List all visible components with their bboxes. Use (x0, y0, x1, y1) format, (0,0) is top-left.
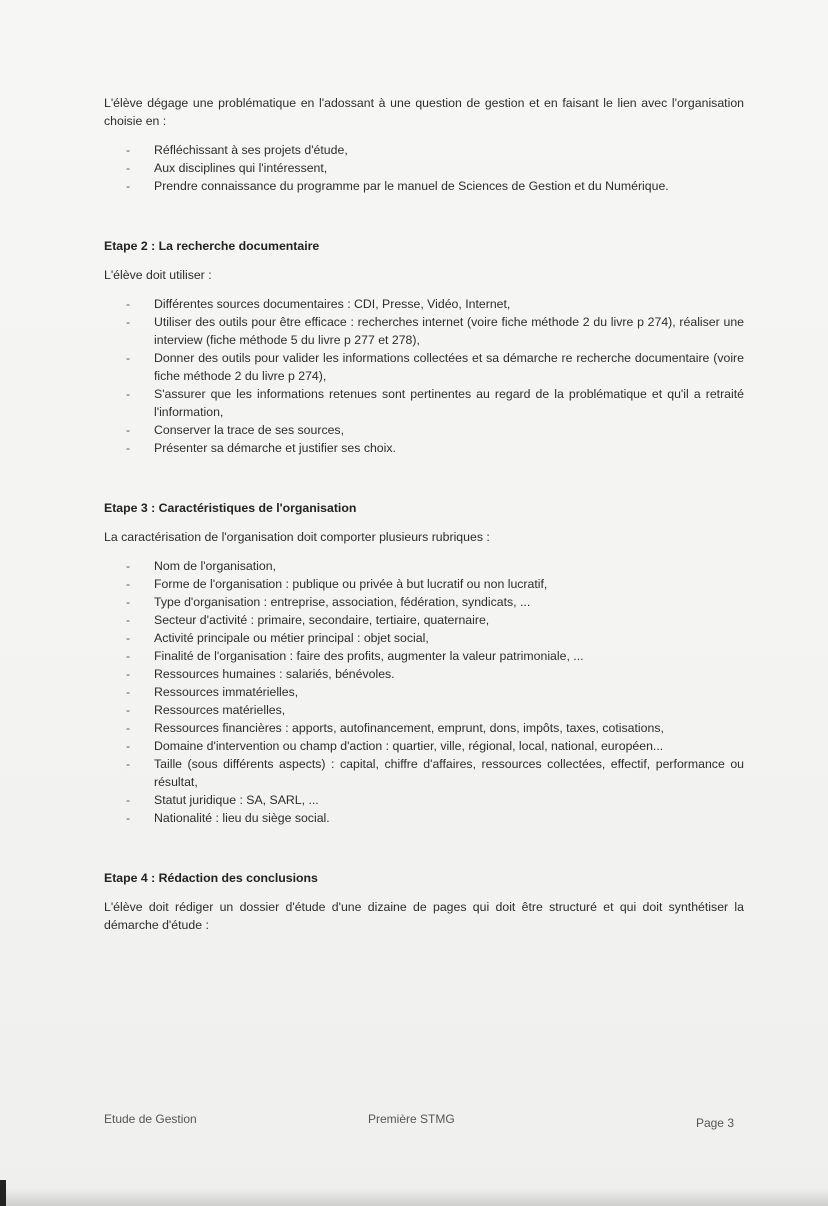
footer-class: Première STMG (368, 1112, 455, 1126)
footer-course: Etude de Gestion (104, 1112, 197, 1126)
list-item: - Ressources financières : apports, autofinancement, emprunt, dons, impôts, taxes, cotisations, (154, 719, 744, 737)
list-item: - Finalité de l'organisation : faire des profits, augmenter la valeur patrimoniale, ... (154, 647, 744, 665)
scan-shadow (0, 1188, 828, 1206)
list-item: - Activité principale ou métier principal : objet social, (154, 629, 744, 647)
list-item: - Ressources immatérielles, (154, 683, 744, 701)
list-item: - Aux disciplines qui l'intéressent, (154, 159, 744, 177)
list-item: - Présenter sa démarche et justifier ses choix. (154, 439, 744, 457)
intro-paragraph: L'élève dégage une problématique en l'adossant à une question de gestion et en faisant le lien avec l'organisation choisie en : (104, 96, 744, 128)
list-item: - Secteur d'activité : primaire, secondaire, tertiaire, quaternaire, (154, 611, 744, 629)
list-item: - Nom de l'organisation, (154, 557, 744, 575)
etape4-paragraph: L'élève doit rédiger un dossier d'étude d'une dizaine de pages qui doit être structuré et qui doit synthétiser la démarche d'étude : (104, 900, 744, 932)
footer-page-number: Page 3 (695, 1116, 734, 1130)
etape4-heading: Etape 4 : Rédaction des conclusions (104, 871, 318, 885)
list-item: - Taille (sous différents aspects) : capital, chiffre d'affaires, ressources collectées, effectif, performance ou résultat, (154, 755, 744, 791)
list-item: - Forme de l'organisation : publique ou privée à but lucratif ou non lucratif, (154, 575, 744, 593)
etape3-list (104, 557, 744, 827)
list-item: - Ressources matérielles, (154, 701, 744, 719)
etape2-heading: Etape 2 : La recherche documentaire (104, 239, 320, 253)
list-item: - Statut juridique : SA, SARL, ... (154, 791, 744, 809)
page-content (104, 94, 744, 934)
list-item: - Ressources humaines : salariés, bénévoles. (154, 665, 744, 683)
etape2-intro: L'élève doit utiliser : (104, 268, 212, 282)
etape3-intro: La caractérisation de l'organisation doit comporter plusieurs rubriques : (104, 530, 490, 544)
list-item: - S'assurer que les informations retenues sont pertinentes au regard de la problématique et qu'il a retraité l'information, (154, 385, 744, 421)
page-footer (104, 1112, 734, 1132)
list-item: - Donner des outils pour valider les informations collectées et sa démarche re recherche documentaire (voire fiche méthode 2 du livre p 274), (154, 349, 744, 385)
etape2-list (104, 295, 744, 457)
list-item: - Domaine d'intervention ou champ d'action : quartier, ville, régional, local, national, européen... (154, 737, 744, 755)
intro-list (104, 141, 744, 195)
list-item: - Conserver la trace de ses sources, (154, 421, 744, 439)
list-item: - Prendre connaissance du programme par le manuel de Sciences de Gestion et du Numérique. (154, 177, 744, 195)
list-item: - Réfléchissant à ses projets d'étude, (154, 141, 744, 159)
scan-corner (0, 1180, 6, 1206)
etape3-heading: Etape 3 : Caractéristiques de l'organisation (104, 501, 357, 515)
list-item: - Type d'organisation : entreprise, association, fédération, syndicats, ... (154, 593, 744, 611)
list-item: - Utiliser des outils pour être efficace : recherches internet (voire fiche méthode 2 du livre p 274), réaliser une interview (fiche méthode 5 du livre p 277 et 278), (154, 313, 744, 349)
list-item: - Nationalité : lieu du siège social. (154, 809, 744, 827)
list-item: - Différentes sources documentaires : CDI, Presse, Vidéo, Internet, (154, 295, 744, 313)
